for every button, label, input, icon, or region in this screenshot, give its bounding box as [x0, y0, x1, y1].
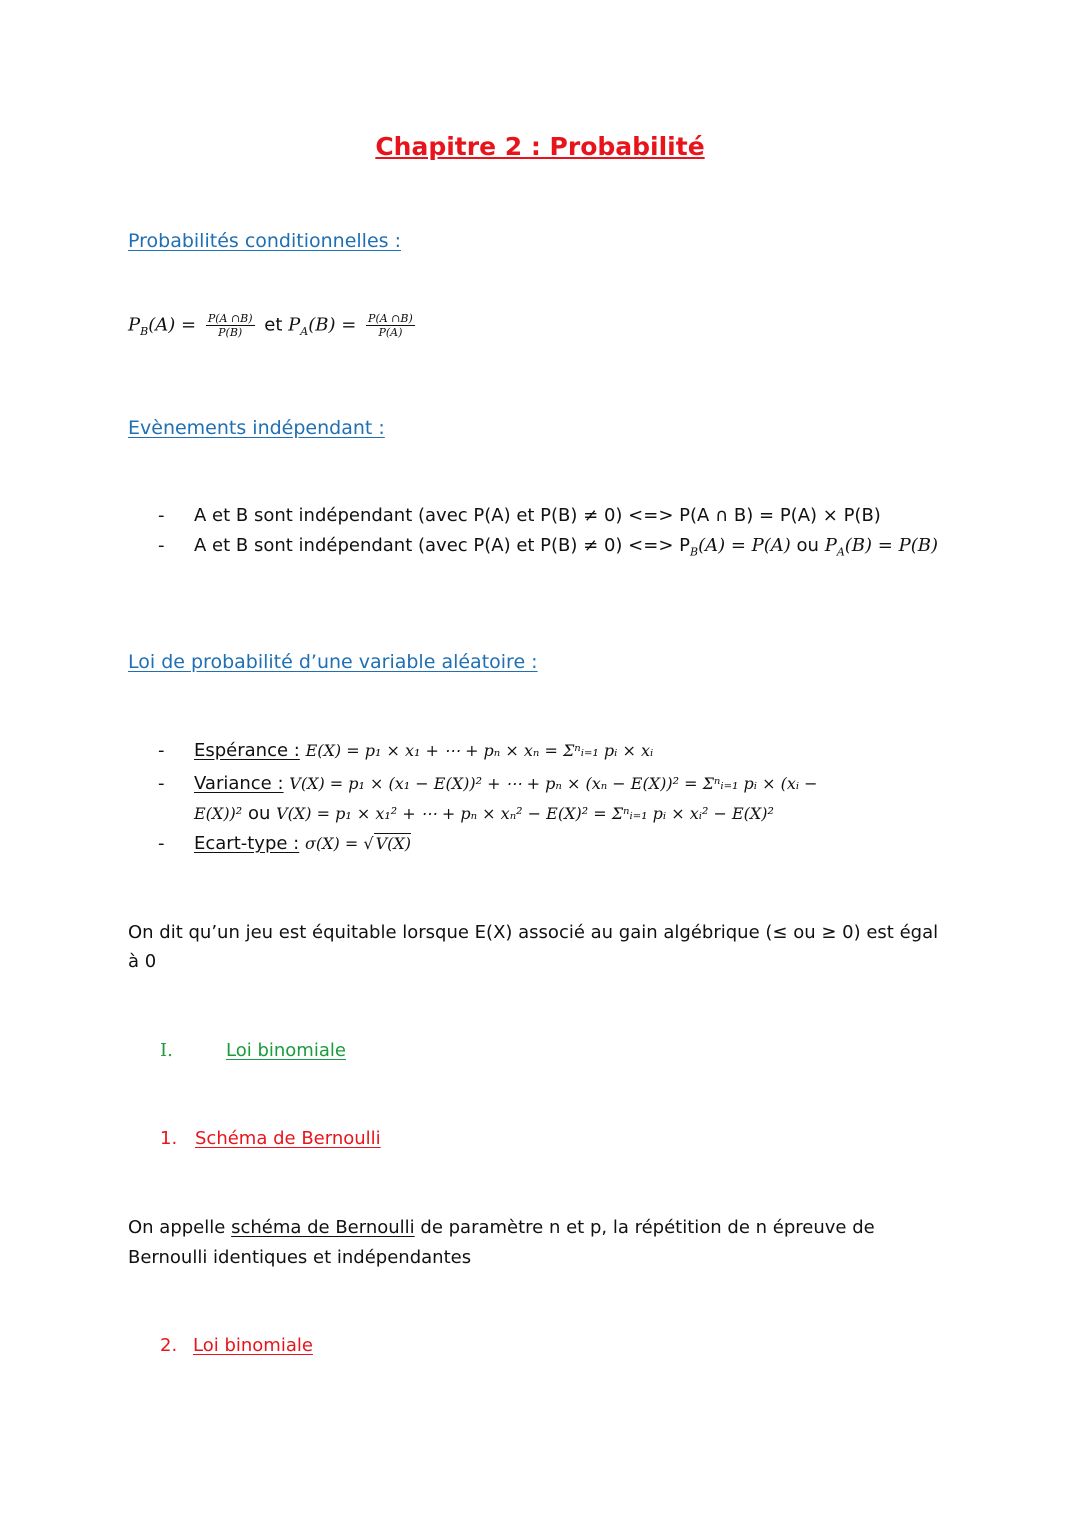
independent-item-1: A et B sont indépendant (avec P(A) et P(B) ≠ 0) <=> P(A ∩ B) = P(A) × P(B) [194, 505, 881, 526]
fraction-1 [206, 312, 255, 339]
bernoulli-definition-line-1 [128, 1217, 875, 1238]
esperance-label: Espérance : [194, 740, 300, 761]
ecart-type-label: Ecart-type : [194, 833, 300, 854]
esperance-formula: E(X) = p₁ × x₁ + ⋯ + pₙ × xₙ = Σⁿᵢ₌₁ pᵢ × xᵢ [305, 741, 654, 760]
formula-arg2: (B) = [308, 314, 357, 336]
list-item: - [158, 535, 165, 556]
list-item: - [158, 505, 165, 526]
bernoulli-definition-line-2: Bernoulli identiques et indépendantes [128, 1247, 472, 1268]
fraction-1-numerator: P(A ∩B) [207, 312, 253, 325]
list-item: - [158, 773, 165, 794]
fraction-2 [366, 312, 415, 339]
formula-arg1: (A) = [148, 314, 197, 336]
ecart-type-sqrt: V(X) [375, 834, 411, 853]
variance-label: Variance : [194, 773, 284, 794]
variance-formula-line1: V(X) = p₁ × (x₁ − E(X))² + ⋯ + pₙ × (xₙ − E(X))² = Σⁿᵢ₌₁ pᵢ × (xᵢ − [289, 774, 818, 793]
variance-ou: ou [247, 803, 271, 824]
section-heading-independent: Evènements indépendant : [128, 417, 385, 439]
fraction-2-numerator: P(A ∩B) [368, 312, 413, 325]
ecart-type-item [194, 833, 411, 854]
subsection-1-numeral: 1. [160, 1128, 178, 1149]
fair-game-line-2: à 0 [128, 951, 157, 972]
formula-lhs2: P [288, 314, 301, 336]
independent-item-2-ou: ou [796, 535, 819, 556]
sqrt-icon: √ [363, 834, 374, 853]
fair-game-line-1: On dit qu’un jeu est équitable lorsque E(X) associé au gain algébrique (≤ ou ≥ 0) est égal [128, 922, 939, 943]
subsection-2-heading: Loi binomiale [193, 1335, 313, 1356]
list-item: - [158, 833, 165, 854]
independent-item-2-eq2: (B) = P(B) [844, 535, 938, 556]
esperance-item [194, 740, 653, 761]
list-item: - [158, 740, 165, 761]
formula-lhs1: P [128, 314, 141, 336]
bernoulli-post: de paramètre n et p, la répétition de n épreuve de [414, 1217, 875, 1238]
part-1-numeral: I. [160, 1040, 173, 1061]
subsection-1-heading: Schéma de Bernoulli [195, 1128, 381, 1149]
variance-item-line2 [194, 803, 774, 824]
bernoulli-pre: On appelle [128, 1217, 232, 1238]
ecart-type-formula: σ(X) = [304, 834, 364, 853]
independent-item-2-text: A et B sont indépendant (avec P(A) et P(B) ≠ 0) <=> P [194, 535, 690, 556]
subsection-2-numeral: 2. [160, 1335, 178, 1356]
independent-item-2-sub-b: B [689, 545, 699, 559]
formula-sub2: A [300, 325, 309, 339]
independent-item-2-eq1: (A) = P(A) [698, 535, 791, 556]
independent-item-2-p: P [824, 535, 837, 556]
part-1-heading: Loi binomiale [226, 1040, 346, 1061]
variance-formula-line2b: V(X) = p₁ × x₁² + ⋯ + pₙ × xₙ² − E(X)² = Σⁿᵢ₌₁ pᵢ × xᵢ² − E(X)² [276, 804, 774, 823]
formula-et: et [264, 314, 283, 336]
section-heading-random-variable: Loi de probabilité d’une variable aléatoire : [128, 651, 538, 673]
fraction-2-denominator: P(A) [378, 326, 403, 339]
variance-item [194, 773, 818, 794]
section-heading-conditional: Probabilités conditionnelles : [128, 230, 401, 252]
independent-item-2 [194, 535, 938, 559]
variance-formula-line2a: E(X))² [194, 804, 243, 823]
bernoulli-term: schéma de Bernoulli [231, 1217, 415, 1238]
formula-sub1: B [140, 325, 149, 339]
page-title: Chapitre 2 : Probabilité [375, 132, 705, 161]
independent-item-2-sub-a: A [836, 545, 845, 559]
conditional-formula [128, 312, 419, 339]
fraction-1-denominator: P(B) [218, 326, 243, 339]
